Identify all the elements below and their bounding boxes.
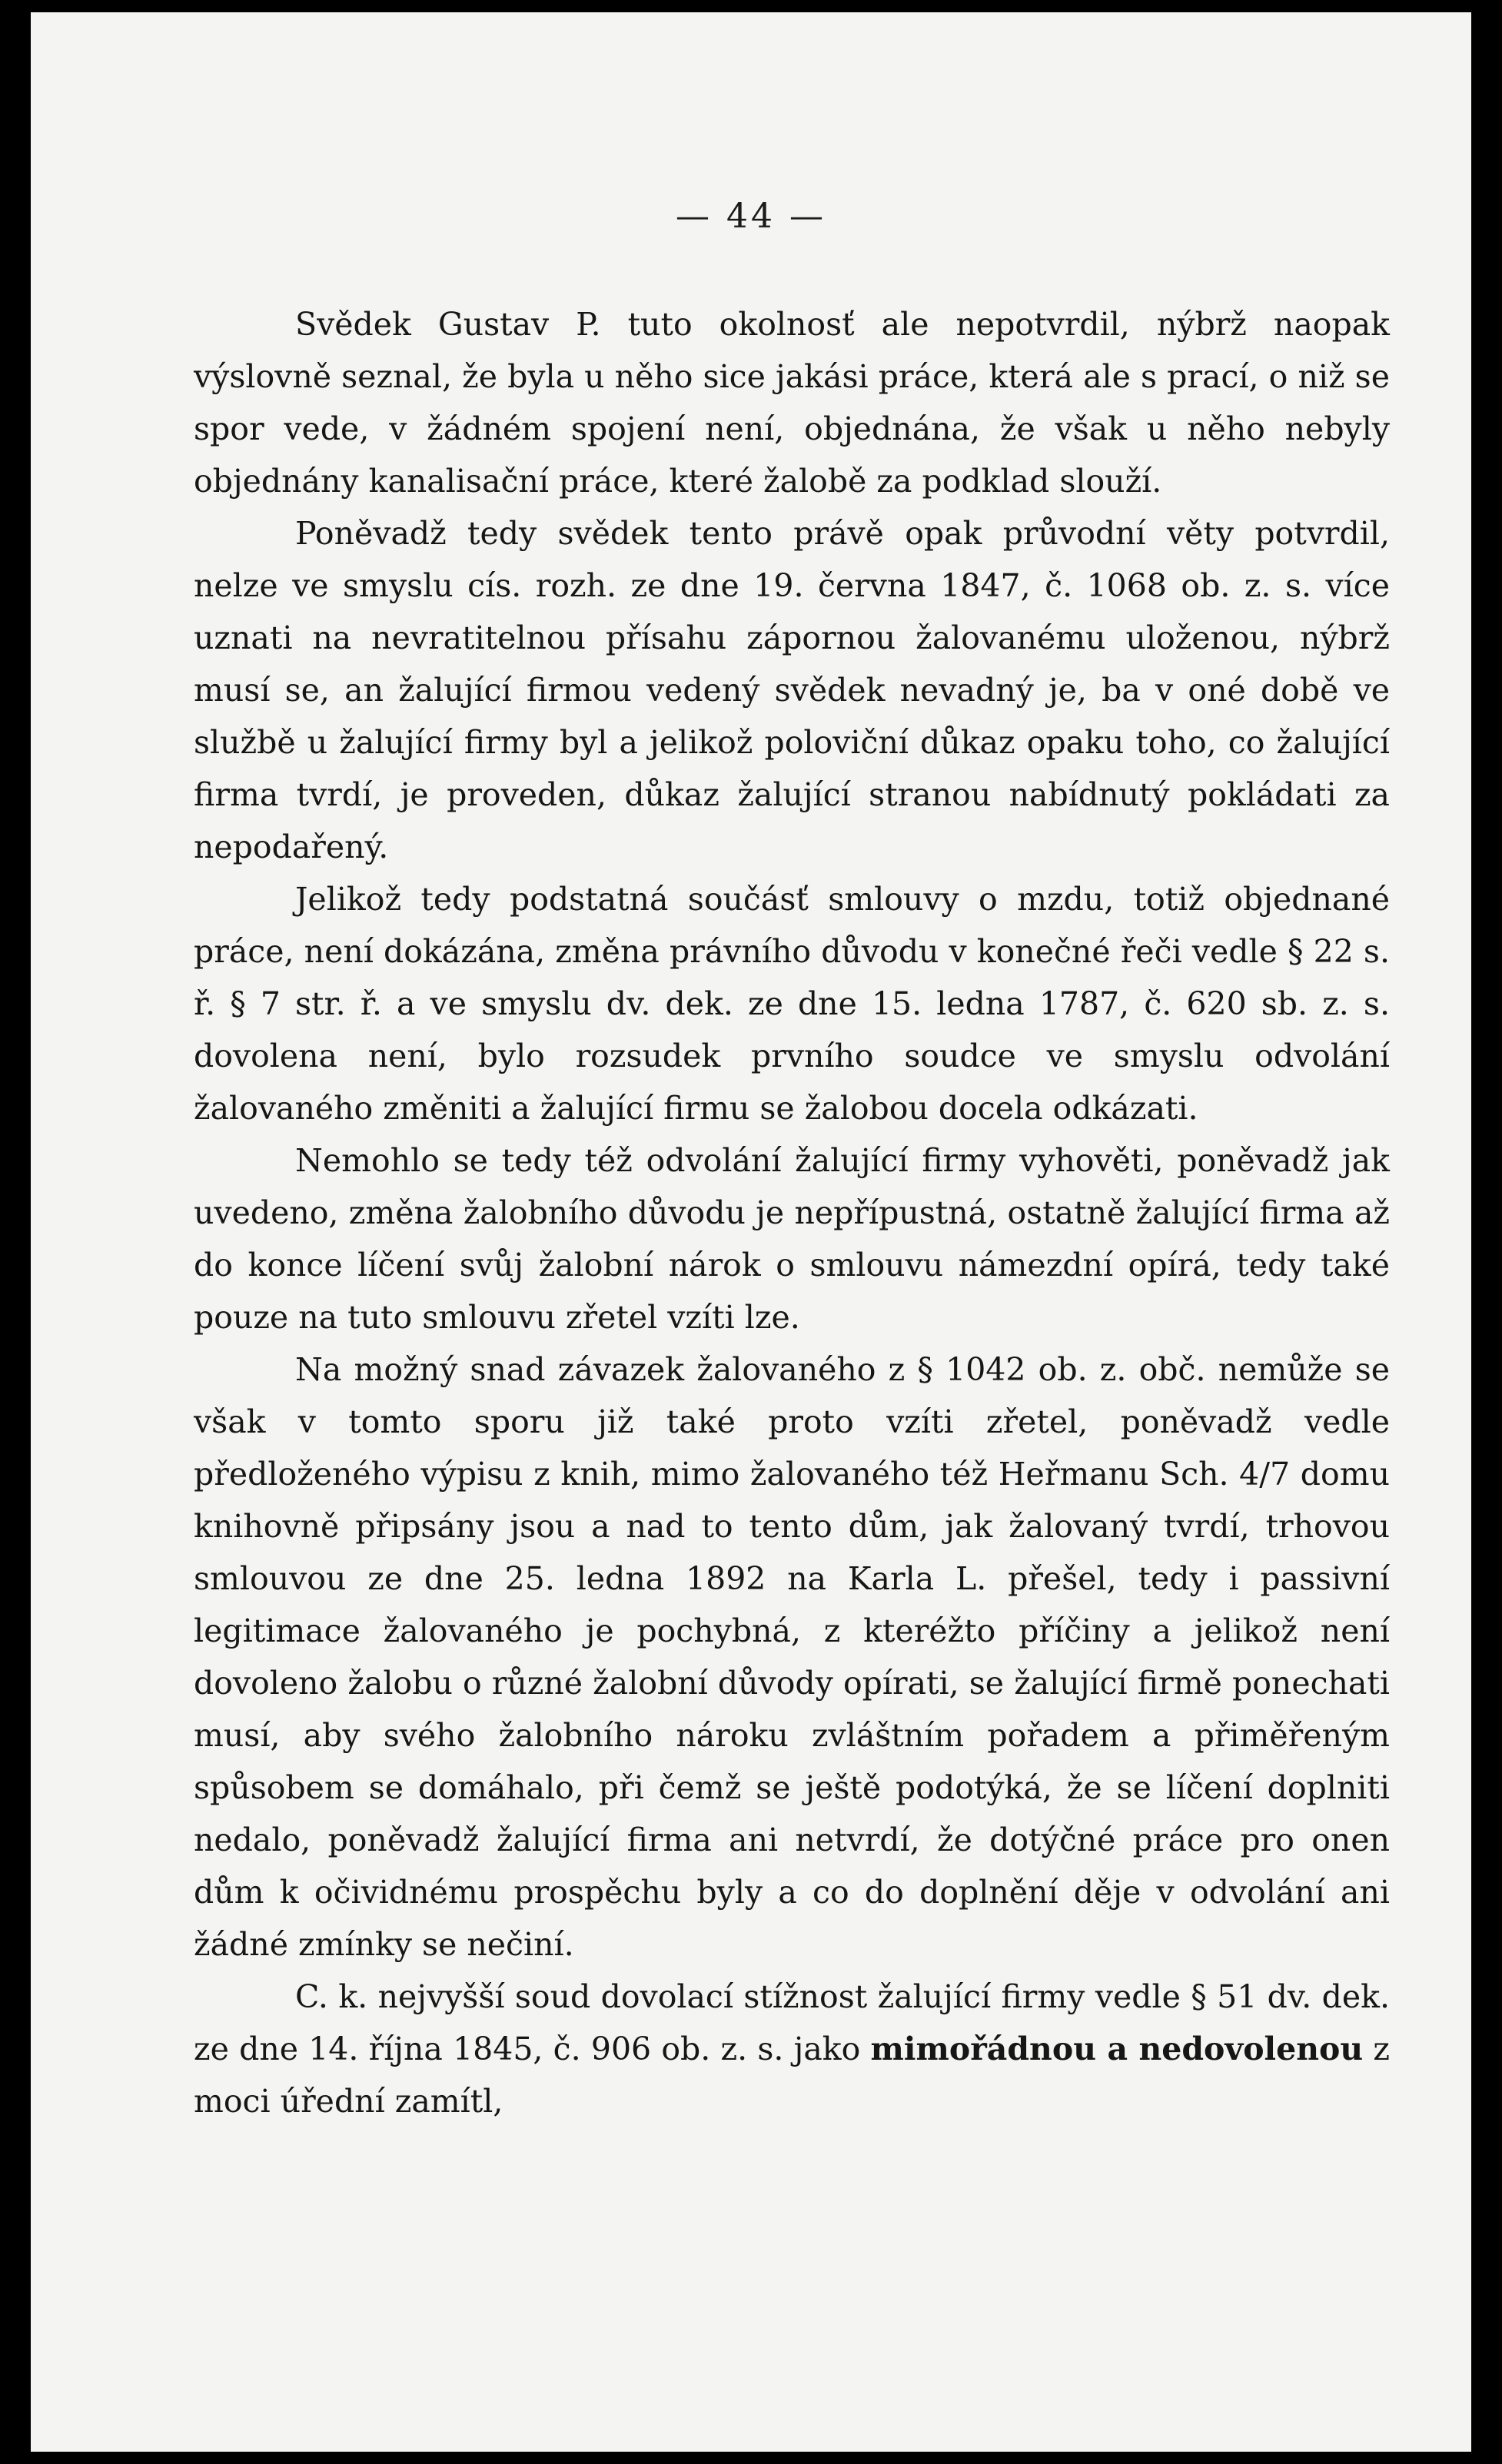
document-page — [31, 12, 1471, 2452]
paragraph: Poněvadž tedy svědek tento právě opak průvodní věty potvrdil, nelze ve smyslu cís. rozh. ze dne 19. června 1847, č. 1068 ob. z. s. více uznati na nevratitelnou přísahu zápornou žalovanému uloženou, nýbrž musí se, an žalující firmou vedený svědek nevadný je, ba v oné době ve službě u žalující firmy byl a jelikož poloviční důkaz opaku toho, co žalující firma tvrdí, je proveden, důkaz žalující stranou nabídnutý pokládati za nepodařený. — [194, 515, 1390, 865]
paragraph — [194, 1971, 1390, 2127]
paragraph: Nemohlo se tedy též odvolání žalující firmy vyhověti, poněvadž jak uvedeno, změna žalobního důvodu je nepřípustná, ostatně žalující firma až do konce líčení svůj žalobní nárok o smlouvu námezdní opírá, tedy také pouze na tuto smlouvu zřetel vzíti lze. — [194, 1142, 1390, 1336]
paragraph: Jelikož tedy podstatná součásť smlouvy o mzdu, totiž objednané práce, není dokázána, změna právního důvodu v konečné řeči vedle § 22 s. ř. § 7 str. ř. a ve smyslu dv. dek. ze dne 15. ledna 1787, č. 620 sb. z. s. dovolena není, bylo rozsudek prvního soudce ve smyslu odvolání žalovaného změniti a žalující firmu se žalobou docela odkázati. — [194, 881, 1390, 1127]
paragraph-tail: z moci úřední zamítl, — [194, 2031, 1390, 2120]
paragraph: Svědek Gustav P. tuto okolnosť ale nepotvrdil, nýbrž naopak výslovně seznal, že byla u něho sice jakási práce, která ale s prací, o niž se spor vede, v žádném spojení není, objednána, že však u něho nebyly objednány kanalisační práce, které žalobě za podklad slouží. — [194, 306, 1390, 500]
page-number: — 44 — — [676, 197, 826, 236]
bold-phrase: mimořádnou a nedovolenou — [870, 2031, 1364, 2067]
paragraph: Na možný snad závazek žalovaného z § 1042 ob. z. obč. nemůže se však v tomto sporu již také proto vzíti zřetel, poněvadž vedle předloženého výpisu z knih, mimo žalovaného též Heřmanu Sch. 4/7 domu knihovně připsány jsou a nad to tento dům, jak žalovaný tvrdí, trhovou smlouvou ze dne 25. ledna 1892 na Karla L. přešel, tedy i passivní legitimace žalovaného je pochybná, z kteréžto příčiny a jelikož není dovoleno žalobu o různé žalobní důvody opírati, se žalující firmě ponechati musí, aby svého žalobního nároku zvláštním pořadem a přiměřeným spůsobem se domáhalo, při čemž se ještě podotýká, že se líčení doplniti nedalo, poněvadž žalující firma ani netvrdí, že dotýčné práce pro onen dům k očividnému prospěchu byly a co do doplnění děje v odvolání ani žádné zmínky se nečiní. — [194, 1351, 1390, 1963]
body-text — [194, 298, 1390, 2127]
paragraph-text: C. k. nejvyšší soud dovolací stížnost žalující firmy vedle § 51 dv. dek. ze dne 14. října 1845, č. 906 ob. z. s. jako — [194, 1978, 1390, 2067]
